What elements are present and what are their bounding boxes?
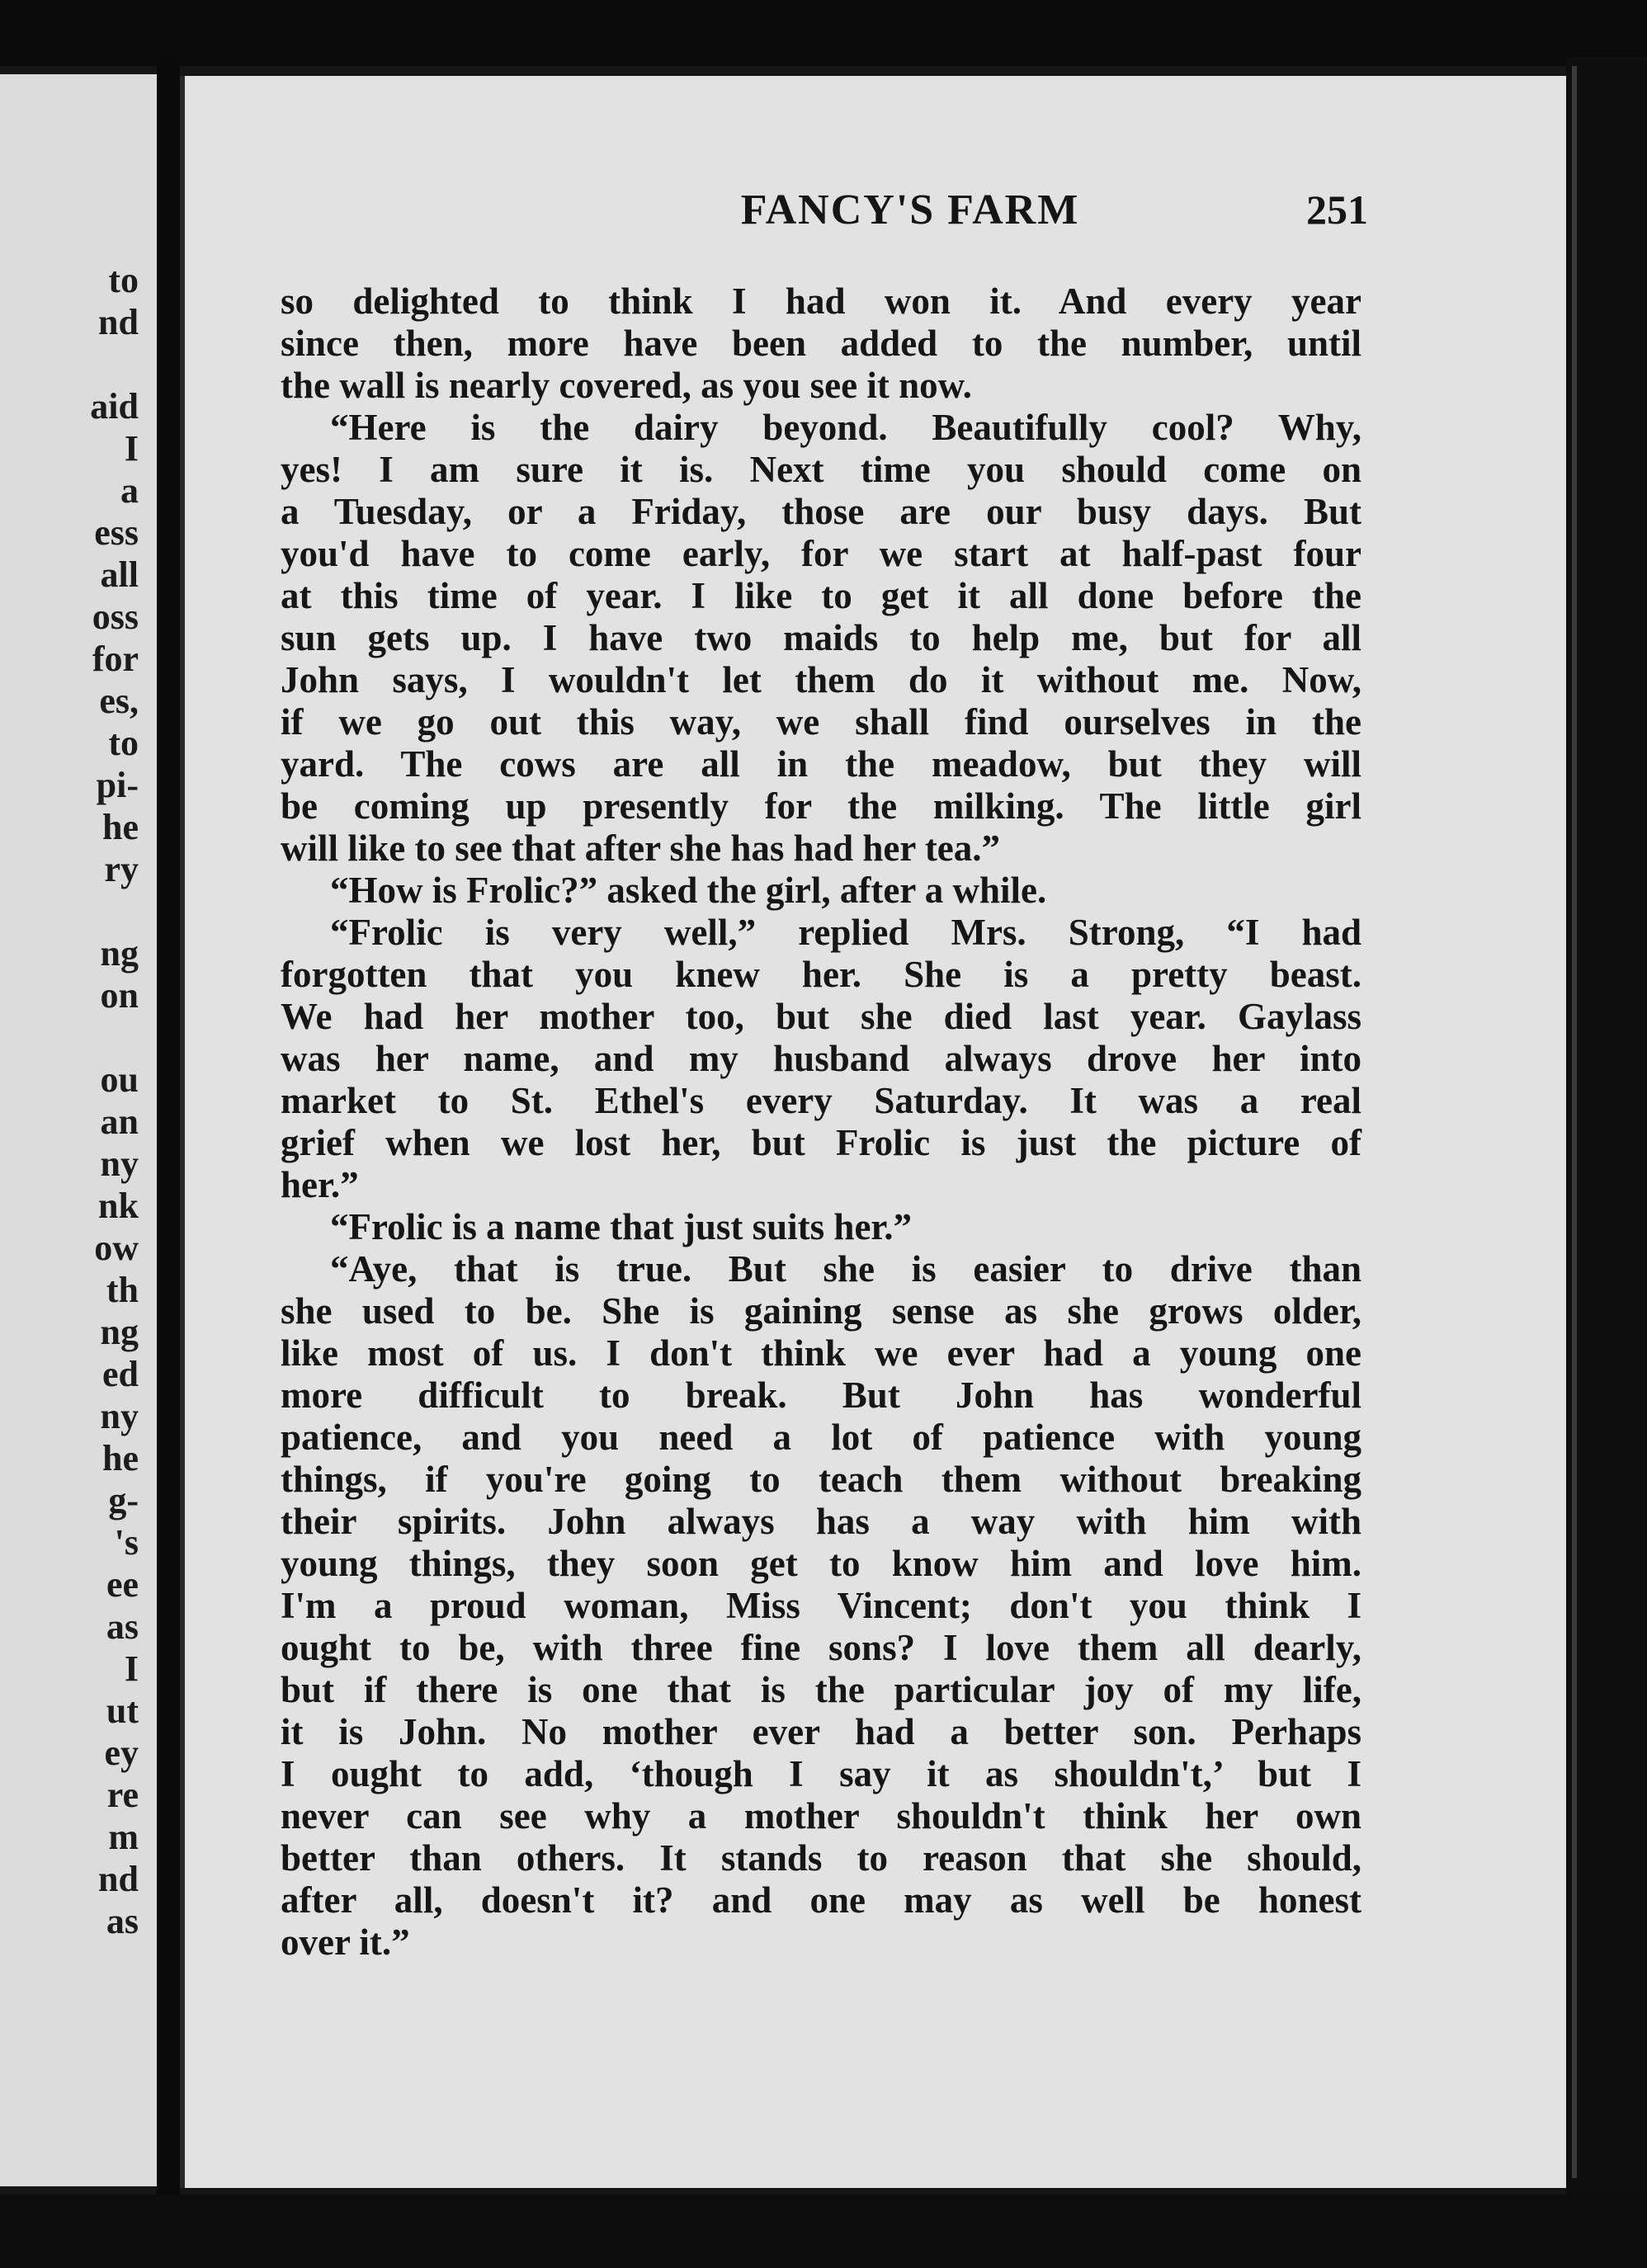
body-text	[281, 281, 1361, 1964]
facing-page-text-fragment: m	[108, 1817, 139, 1857]
facing-page-text-fragment: ee	[106, 1564, 139, 1605]
facing-page-text-fragment: ou	[100, 1059, 139, 1100]
text-line: “Frolic is a name that just suits her.”	[330, 1206, 913, 1247]
facing-page-text-fragment: to	[108, 723, 139, 763]
facing-page-text-fragment: re	[106, 1775, 139, 1815]
text-line: their spirits. John always has a way with him with	[281, 1501, 1361, 1542]
facing-page-text-fragment: nk	[98, 1186, 139, 1226]
text-line: “Aye, that is true. But she is easier to drive than	[330, 1248, 1361, 1290]
text-line: at this time of year. I like to get it all done before the	[281, 575, 1361, 616]
facing-page-text-fragment: ng	[100, 1312, 139, 1352]
facing-page-fragment	[0, 74, 157, 2186]
page-number: 251	[1306, 186, 1368, 233]
facing-page-text-fragment: aid	[90, 386, 139, 427]
facing-page-text-fragment: all	[100, 554, 139, 595]
text-line: patience, and you need a lot of patience with young	[281, 1417, 1361, 1458]
facing-page-text-fragment: an	[100, 1101, 139, 1142]
text-line: you'd have to come early, for we start at half-past four	[281, 533, 1361, 574]
text-line: ought to be, with three fine sons? I love them all dearly,	[281, 1627, 1361, 1668]
text-line: I ought to add, ‘though I say it as shouldn't,’ but I	[281, 1753, 1361, 1794]
facing-page-text-fragment: on	[100, 975, 139, 1016]
text-line: “Frolic is very well,” replied Mrs. Strong, “I had	[330, 912, 1361, 953]
text-line: young things, they soon get to know him and love him.	[281, 1543, 1361, 1584]
facing-page-text-fragment: ess	[94, 512, 139, 553]
facing-page-text-fragment: for	[92, 639, 139, 679]
text-line: it is John. No mother ever had a better son. Perhaps	[281, 1711, 1361, 1752]
facing-page-text-fragment: oss	[92, 596, 139, 637]
text-line: but if there is one that is the particular joy of my life,	[281, 1669, 1361, 1710]
running-head-title: FANCY'S FARM	[740, 186, 1080, 233]
text-line: be coming up presently for the milking. The little girl	[281, 785, 1361, 827]
text-line: “Here is the dairy beyond. Beautifully cool? Why,	[330, 407, 1361, 448]
text-line: grief when we lost her, but Frolic is just the picture of	[281, 1122, 1361, 1163]
text-line: over it.”	[281, 1921, 410, 1963]
facing-page-text-fragment: ng	[100, 933, 139, 974]
facing-page-text-fragment: he	[102, 807, 139, 847]
facing-page-text-fragment: as	[106, 1606, 139, 1647]
scan-bottom-border	[0, 2195, 1647, 2268]
running-head	[180, 186, 1566, 243]
text-line: “How is Frolic?” asked the girl, after a while.	[330, 870, 1047, 911]
facing-page-text-fragment: he	[102, 1438, 139, 1478]
text-line: John says, I wouldn't let them do it without me. Now,	[281, 659, 1361, 700]
text-line: her.”	[281, 1164, 359, 1205]
text-line: We had her mother too, but she died last year. Gaylass	[281, 996, 1361, 1037]
text-line: she used to be. She is gaining sense as she grows older,	[281, 1290, 1361, 1332]
text-line: after all, doesn't it? and one may as well be honest	[281, 1879, 1361, 1921]
facing-page-text-fragment: ow	[94, 1228, 139, 1268]
text-line: yard. The cows are all in the meadow, but they will	[281, 743, 1361, 785]
text-line: since then, more have been added to the number, until	[281, 323, 1361, 364]
facing-page-text-fragment: g-	[108, 1480, 139, 1521]
facing-page-text-fragment: th	[106, 1270, 139, 1310]
text-line: sun gets up. I have two maids to help me, but for all	[281, 617, 1361, 658]
facing-page-text-fragment: nd	[98, 1859, 139, 1899]
facing-page-text-fragment: ey	[104, 1733, 139, 1773]
book-gutter	[157, 50, 180, 2211]
text-line: things, if you're going to teach them without breaking	[281, 1459, 1361, 1500]
scan-top-border	[0, 0, 1647, 66]
text-line: like most of us. I don't think we ever had a young one	[281, 1332, 1361, 1374]
facing-page-text-fragment: ny	[100, 1143, 139, 1184]
facing-page-text-fragment: to	[108, 260, 139, 300]
facing-page-text-fragment: nd	[98, 302, 139, 342]
facing-page-text-fragment: ry	[104, 849, 139, 889]
facing-page-text-fragment: I	[124, 1648, 139, 1689]
text-line: yes! I am sure it is. Next time you should come on	[281, 449, 1361, 490]
text-line: better than others. It stands to reason that she should,	[281, 1837, 1361, 1879]
text-line: market to St. Ethel's every Saturday. It was a real	[281, 1080, 1361, 1121]
text-line: I'm a proud woman, Miss Vincent; don't you think I	[281, 1585, 1361, 1626]
scan-right-border	[1566, 58, 1647, 2203]
text-line: if we go out this way, we shall find ourselves in the	[281, 701, 1361, 743]
text-line: more difficult to break. But John has wonderful	[281, 1374, 1361, 1416]
text-line: forgotten that you knew her. She is a pretty beast.	[281, 954, 1361, 995]
text-line: was her name, and my husband always drove her into	[281, 1038, 1361, 1079]
facing-page-text-fragment: as	[106, 1901, 139, 1941]
page-edge-line	[1572, 66, 1577, 2178]
facing-page-text-fragment: es,	[99, 681, 139, 721]
text-line: never can see why a mother shouldn't think her own	[281, 1795, 1361, 1837]
facing-page-text-fragment: pi-	[96, 765, 139, 805]
facing-page-text-fragment: I	[124, 428, 139, 469]
text-line: a Tuesday, or a Friday, those are our busy days. But	[281, 491, 1361, 532]
facing-page-text-fragment: ut	[106, 1690, 139, 1731]
facing-page-text-fragment: 's	[114, 1522, 139, 1563]
facing-page-text-fragment: a	[120, 470, 139, 511]
text-line: the wall is nearly covered, as you see it now.	[281, 365, 972, 406]
facing-page-text-fragment: ed	[102, 1354, 139, 1394]
text-line: so delighted to think I had won it. And every year	[281, 281, 1361, 322]
facing-page-text-fragment: ny	[100, 1396, 139, 1436]
text-line: will like to see that after she has had her tea.”	[281, 828, 1001, 869]
